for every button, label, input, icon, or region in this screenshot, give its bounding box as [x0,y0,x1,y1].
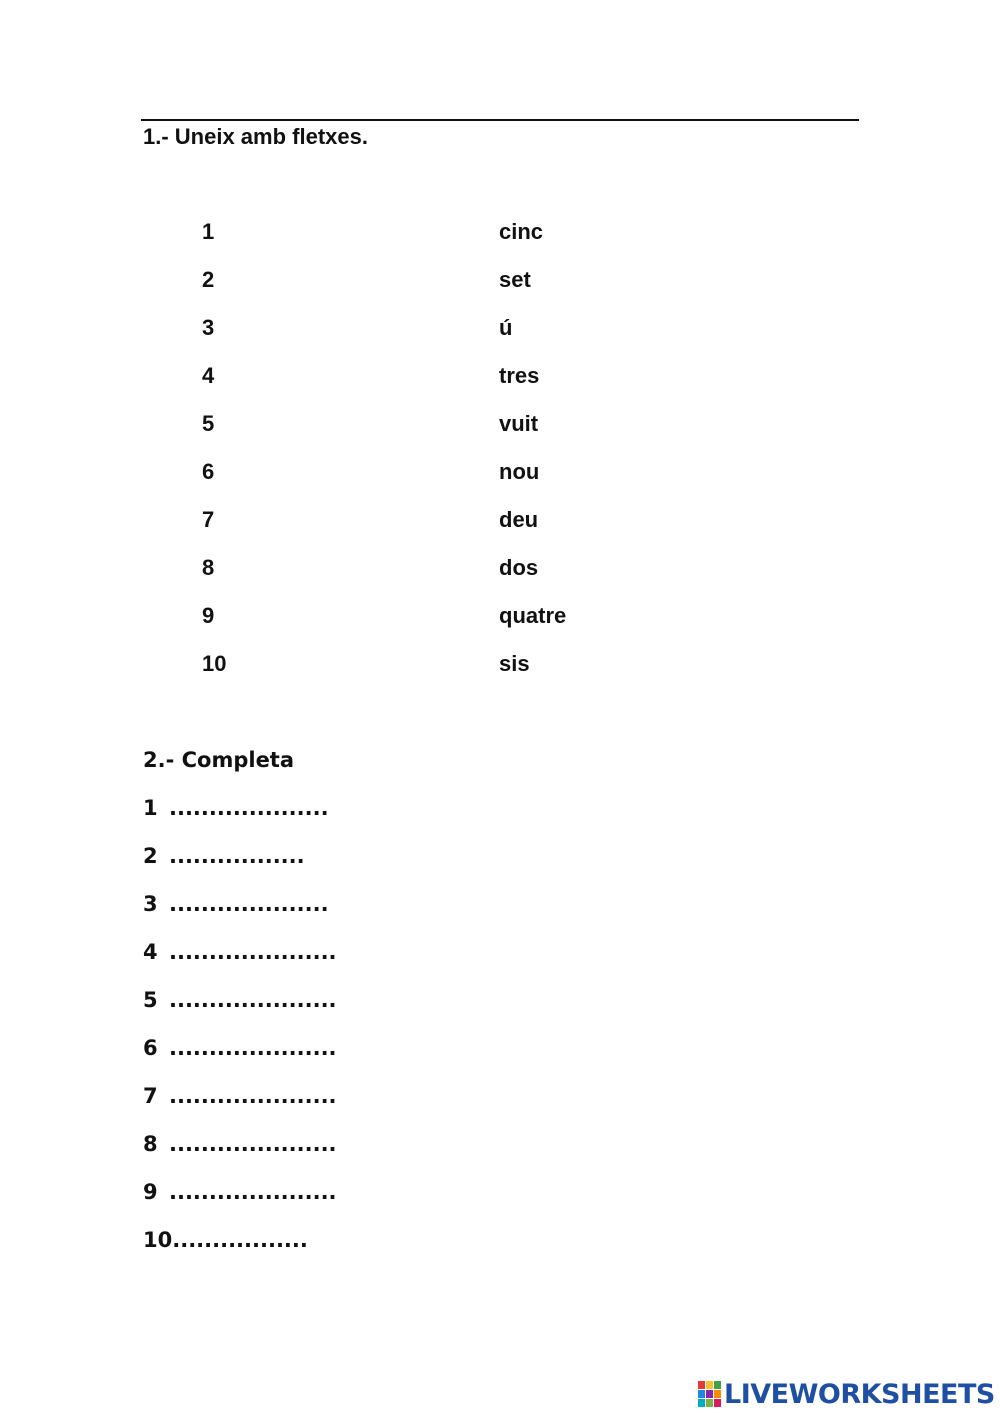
fill-number: 10 [143,1228,173,1252]
match-word[interactable]: tres [499,363,540,388]
match-number[interactable]: 2 [202,267,215,292]
fill-blank[interactable]: ..................... [169,1180,337,1204]
fill-blank[interactable]: ..................... [169,1084,337,1108]
fill-row [143,844,305,874]
match-number[interactable]: 9 [202,603,215,628]
match-row [0,651,1000,681]
fill-blank[interactable]: ..................... [169,1036,337,1060]
fill-row [143,1036,337,1066]
liveworksheets-logo-icon [698,1381,722,1407]
fill-row [143,988,337,1018]
fill-blank[interactable]: ................. [172,1228,308,1252]
match-number[interactable]: 8 [202,555,215,580]
fill-number: 8 [143,1132,158,1156]
fill-blank[interactable]: ..................... [169,988,337,1012]
fill-row [143,1228,308,1258]
match-word[interactable]: ú [499,315,513,340]
fill-row [143,1180,337,1210]
match-number[interactable]: 6 [202,459,215,484]
liveworksheets-brand [698,1378,995,1410]
match-row [0,603,1000,633]
match-number[interactable]: 1 [202,219,215,244]
fill-number: 6 [143,1036,158,1060]
fill-row [143,1084,337,1114]
match-number[interactable]: 5 [202,411,215,436]
match-word[interactable]: dos [499,555,539,580]
match-number[interactable]: 4 [202,363,215,388]
top-rule [141,119,859,121]
match-number[interactable]: 7 [202,507,215,532]
match-word[interactable]: quatre [499,603,567,628]
fill-number: 4 [143,940,158,964]
match-word[interactable]: sis [499,651,530,676]
match-row [0,555,1000,585]
match-row [0,315,1000,345]
brand-name[interactable]: LIVEWORKSHEETS [724,1378,995,1410]
exercise2-title: 2.- Completa [143,748,295,772]
fill-blank[interactable]: ..................... [169,940,337,964]
match-word[interactable]: nou [499,459,540,484]
match-word[interactable]: vuit [499,411,539,436]
match-row [0,363,1000,393]
match-number[interactable]: 10 [202,651,227,676]
match-row [0,411,1000,441]
fill-number: 5 [143,988,158,1012]
match-row [0,267,1000,297]
fill-blank[interactable]: ..................... [169,1132,337,1156]
fill-blank[interactable]: .................... [169,796,329,820]
fill-row [143,940,337,970]
match-row [0,507,1000,537]
match-word[interactable]: cinc [499,219,544,244]
fill-blank[interactable]: ................. [169,844,305,868]
match-number[interactable]: 3 [202,315,215,340]
fill-row [143,796,329,826]
match-row [0,459,1000,489]
match-word[interactable]: set [499,267,531,292]
fill-number: 3 [143,892,158,916]
fill-number: 7 [143,1084,158,1108]
fill-number: 2 [143,844,158,868]
match-word[interactable]: deu [499,507,539,532]
fill-blank[interactable]: .................... [169,892,329,916]
fill-row [143,892,329,922]
match-row [0,219,1000,249]
exercise1-title: 1.- Uneix amb fletxes. [143,124,368,149]
fill-number: 9 [143,1180,158,1204]
fill-row [143,1132,337,1162]
fill-number: 1 [143,796,158,820]
